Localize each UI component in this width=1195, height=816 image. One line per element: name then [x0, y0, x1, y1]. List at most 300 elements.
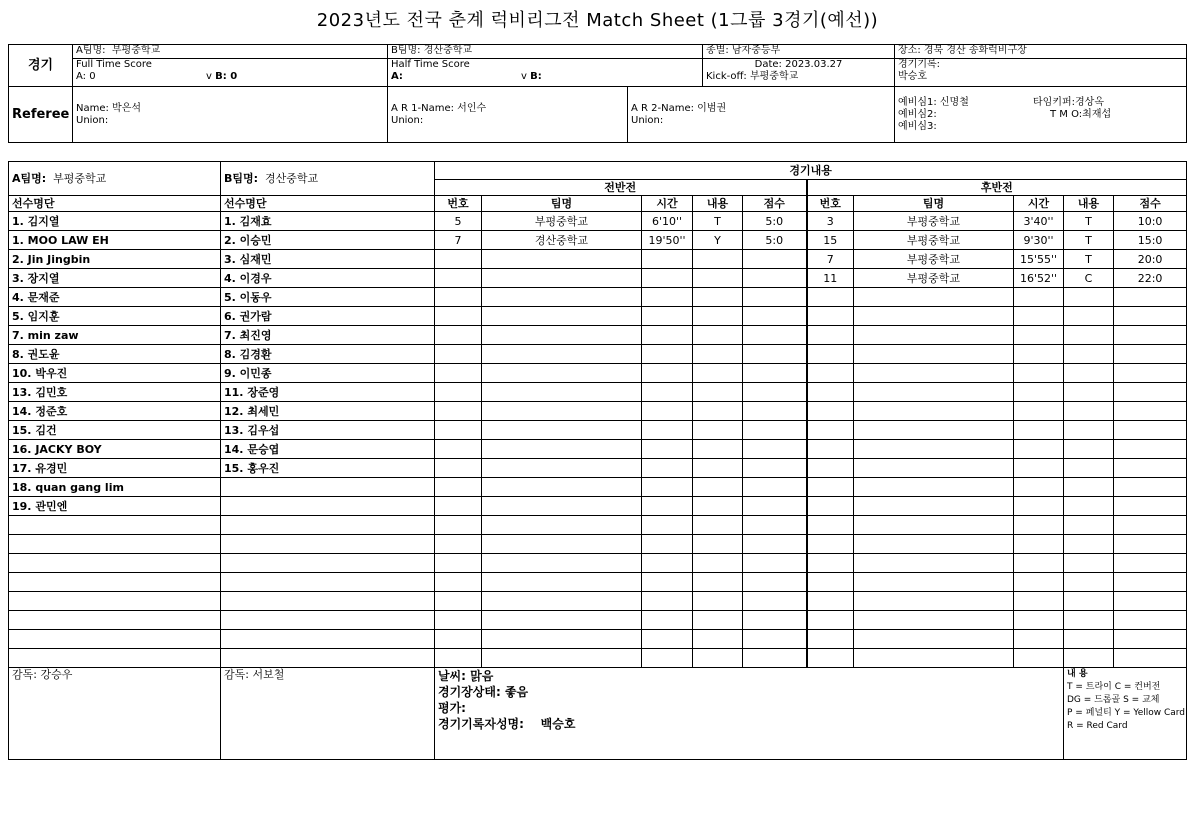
empty-cell: [1014, 326, 1064, 345]
empty-cell: [693, 269, 743, 288]
empty-cell: [435, 573, 482, 592]
empty-cell: [9, 573, 221, 592]
ar2-cell: A R 2-Name: 이범권 Union:: [628, 87, 895, 143]
empty-cell: [221, 630, 435, 649]
roster-a-team: A팀명: 부평중학교: [9, 162, 221, 196]
table-row: [9, 497, 1187, 516]
empty-cell: [1014, 611, 1064, 630]
empty-cell: [642, 535, 693, 554]
team-a-name-cell: A팀명: 부평중학교: [73, 45, 388, 59]
event-type: T: [1064, 231, 1114, 250]
empty-cell: [1014, 402, 1064, 421]
empty-cell: [854, 288, 1014, 307]
empty-cell: [743, 269, 807, 288]
empty-cell: [642, 269, 693, 288]
empty-cell: [854, 649, 1014, 668]
empty-cell: [1114, 383, 1187, 402]
empty-cell: [693, 554, 743, 573]
player-b: 11. 장준영: [221, 383, 435, 402]
table-row: [9, 269, 1187, 288]
empty-cell: [807, 573, 854, 592]
table-row: [9, 630, 1187, 649]
content-title: 경기내용: [435, 162, 1187, 180]
player-a: 19. 관민엔: [9, 497, 221, 516]
player-a: 8. 권도윤: [9, 345, 221, 364]
event-time: 19'50'': [642, 231, 693, 250]
empty-cell: [1064, 421, 1114, 440]
column-header: 시간: [1014, 196, 1064, 212]
table-row: [9, 288, 1187, 307]
half-score-b: B:: [530, 71, 542, 82]
event-team: 부평중학교: [854, 231, 1014, 250]
empty-cell: [221, 535, 435, 554]
player-b: 8. 김경환: [221, 345, 435, 364]
empty-cell: [854, 364, 1014, 383]
empty-cell: [482, 288, 642, 307]
empty-cell: [693, 478, 743, 497]
empty-cell: [693, 364, 743, 383]
empty-cell: [435, 554, 482, 573]
date-kickoff: [703, 59, 895, 87]
empty-cell: [1014, 649, 1064, 668]
empty-cell: [1014, 345, 1064, 364]
empty-cell: [482, 630, 642, 649]
empty-cell: [435, 250, 482, 269]
empty-cell: [1014, 497, 1064, 516]
empty-cell: [807, 649, 854, 668]
empty-cell: [693, 611, 743, 630]
empty-cell: [854, 516, 1014, 535]
empty-cell: [435, 326, 482, 345]
table-row: [9, 459, 1187, 478]
empty-cell: [807, 364, 854, 383]
table-row: [9, 231, 1187, 250]
table-row: [9, 345, 1187, 364]
empty-cell: [807, 421, 854, 440]
empty-cell: [1064, 326, 1114, 345]
column-header: 점수: [1114, 196, 1187, 212]
half-time-score: Half Time Score A: v B:: [388, 59, 703, 87]
ground-condition: 경기장상태: 좋음: [438, 685, 529, 699]
empty-cell: [1064, 554, 1114, 573]
empty-cell: [9, 630, 221, 649]
empty-cell: [642, 345, 693, 364]
event-time: 3'40'': [1014, 212, 1064, 231]
empty-cell: [482, 497, 642, 516]
empty-cell: [482, 307, 642, 326]
empty-cell: [743, 592, 807, 611]
empty-cell: [221, 478, 435, 497]
empty-cell: [1114, 573, 1187, 592]
empty-cell: [435, 307, 482, 326]
empty-cell: [1014, 364, 1064, 383]
sheet-title: 2023년도 전국 춘계 럭비리그전 Match Sheet (1그룹 3경기(예선)): [316, 10, 879, 31]
empty-cell: [1064, 516, 1114, 535]
event-time: 16'52'': [1014, 269, 1064, 288]
empty-cell: [854, 592, 1014, 611]
empty-cell: [1014, 421, 1064, 440]
empty-cell: [807, 592, 854, 611]
empty-cell: [1114, 497, 1187, 516]
empty-cell: [1064, 402, 1114, 421]
empty-cell: [743, 497, 807, 516]
empty-cell: [1014, 383, 1064, 402]
empty-cell: [807, 554, 854, 573]
player-b: 12. 최세민: [221, 402, 435, 421]
player-b: 3. 심재민: [221, 250, 435, 269]
venue: 장소: 경북 경산 송화럭비구장: [895, 45, 1187, 59]
column-header: 팀명: [482, 196, 642, 212]
empty-cell: [482, 250, 642, 269]
event-team: 부평중학교: [854, 212, 1014, 231]
empty-cell: [693, 516, 743, 535]
empty-cell: [743, 535, 807, 554]
column-header: 내용: [693, 196, 743, 212]
empty-cell: [854, 554, 1014, 573]
table-row: [9, 250, 1187, 269]
full-score-b: B: 0: [215, 71, 238, 82]
event-no: 11: [807, 269, 854, 288]
table-row: [9, 402, 1187, 421]
team-a-name: 부평중학교: [111, 45, 161, 56]
player-b: 1. 김재효: [221, 212, 435, 231]
empty-cell: [854, 459, 1014, 478]
empty-cell: [854, 611, 1014, 630]
empty-cell: [1064, 611, 1114, 630]
empty-cell: [1064, 288, 1114, 307]
event-no: 7: [807, 250, 854, 269]
empty-cell: [435, 516, 482, 535]
empty-cell: [1014, 288, 1064, 307]
empty-cell: [743, 421, 807, 440]
empty-cell: [482, 554, 642, 573]
column-header: 점수: [743, 196, 807, 212]
empty-cell: [854, 630, 1014, 649]
ar1-cell: A R 1-Name: 서인수 Union:: [388, 87, 628, 143]
roster-b-header: 선수명단: [221, 196, 435, 212]
empty-cell: [435, 345, 482, 364]
empty-cell: [642, 459, 693, 478]
table-row: [9, 554, 1187, 573]
empty-cell: [693, 592, 743, 611]
table-row: [9, 516, 1187, 535]
empty-cell: [693, 440, 743, 459]
empty-cell: [221, 573, 435, 592]
empty-cell: [1114, 611, 1187, 630]
empty-cell: [743, 440, 807, 459]
empty-cell: [435, 421, 482, 440]
empty-cell: [9, 611, 221, 630]
empty-cell: [807, 345, 854, 364]
empty-cell: [743, 364, 807, 383]
empty-cell: [642, 326, 693, 345]
empty-cell: [482, 421, 642, 440]
empty-cell: [642, 307, 693, 326]
empty-cell: [693, 421, 743, 440]
empty-cell: [221, 516, 435, 535]
empty-cell: [1114, 592, 1187, 611]
empty-cell: [1114, 478, 1187, 497]
empty-cell: [642, 364, 693, 383]
empty-cell: [435, 630, 482, 649]
table-row: [9, 592, 1187, 611]
category: 종별: 남자중등부: [703, 45, 895, 59]
empty-cell: [743, 345, 807, 364]
empty-cell: [1114, 535, 1187, 554]
empty-cell: [221, 497, 435, 516]
player-b: 5. 이동우: [221, 288, 435, 307]
empty-cell: [807, 326, 854, 345]
empty-cell: [642, 592, 693, 611]
empty-cell: [1114, 516, 1187, 535]
empty-cell: [482, 592, 642, 611]
empty-cell: [435, 288, 482, 307]
empty-cell: [1064, 573, 1114, 592]
empty-cell: [693, 630, 743, 649]
empty-cell: [642, 421, 693, 440]
team-b-name: 경산중학교: [423, 45, 473, 56]
event-score: 10:0: [1114, 212, 1187, 231]
player-a: 13. 김민호: [9, 383, 221, 402]
event-no: 5: [435, 212, 482, 231]
player-b: 14. 문승엽: [221, 440, 435, 459]
empty-cell: [1114, 421, 1187, 440]
empty-cell: [221, 592, 435, 611]
player-b: 4. 이경우: [221, 269, 435, 288]
empty-cell: [1114, 459, 1187, 478]
empty-cell: [435, 649, 482, 668]
event-no: 15: [807, 231, 854, 250]
table-row: [9, 535, 1187, 554]
empty-cell: [1064, 364, 1114, 383]
empty-cell: [693, 459, 743, 478]
empty-cell: [435, 592, 482, 611]
empty-cell: [1064, 459, 1114, 478]
empty-cell: [482, 573, 642, 592]
empty-cell: [743, 573, 807, 592]
empty-cell: [1064, 630, 1114, 649]
empty-cell: [482, 516, 642, 535]
table-row: [9, 611, 1187, 630]
empty-cell: [1064, 440, 1114, 459]
empty-cell: [693, 345, 743, 364]
empty-cell: [807, 383, 854, 402]
empty-cell: [642, 478, 693, 497]
empty-cell: [482, 269, 642, 288]
event-team: 부평중학교: [854, 250, 1014, 269]
legend-item: T = 트라이 C = 컨버전: [1067, 682, 1161, 692]
empty-cell: [435, 269, 482, 288]
event-time: 9'30'': [1014, 231, 1064, 250]
empty-cell: [743, 478, 807, 497]
referee-cell: Name: 박은석 Union:: [73, 87, 388, 143]
table-row: [9, 307, 1187, 326]
reserve-1: 예비심1: 신명철: [898, 96, 969, 108]
empty-cell: [743, 250, 807, 269]
empty-cell: [807, 516, 854, 535]
empty-cell: [1014, 573, 1064, 592]
empty-cell: [1114, 307, 1187, 326]
empty-cell: [743, 402, 807, 421]
empty-cell: [642, 611, 693, 630]
empty-cell: [1064, 592, 1114, 611]
event-score: 22:0: [1114, 269, 1187, 288]
empty-cell: [482, 611, 642, 630]
match-label: 경기: [9, 45, 73, 87]
empty-cell: [435, 440, 482, 459]
full-score-a: A: 0: [76, 71, 96, 82]
empty-cell: [807, 402, 854, 421]
empty-cell: [1064, 383, 1114, 402]
empty-cell: [854, 535, 1014, 554]
player-b: 9. 이민종: [221, 364, 435, 383]
table-row: [9, 383, 1187, 402]
player-a: 2. Jin Jingbin: [9, 250, 221, 269]
empty-cell: [743, 383, 807, 402]
empty-cell: [1114, 288, 1187, 307]
ar2-name: A R 2-Name: 이범권: [631, 102, 727, 114]
match-content-table: [8, 161, 1187, 760]
evaluation: 평가:: [438, 701, 466, 715]
player-a: 5. 임지훈: [9, 307, 221, 326]
empty-cell: [807, 497, 854, 516]
table-row: [9, 478, 1187, 497]
empty-cell: [743, 554, 807, 573]
empty-cell: [1014, 516, 1064, 535]
table-row: [9, 649, 1187, 668]
record-cell: 경기기록: 박승호: [895, 59, 1187, 87]
empty-cell: [854, 307, 1014, 326]
empty-cell: [807, 440, 854, 459]
table-row: [9, 364, 1187, 383]
empty-cell: [435, 383, 482, 402]
roster-a-header: 선수명단: [9, 196, 221, 212]
match-notes: 날씨: 맑음 경기장상태: 좋음 평가: 경기기록자성명: 백승호: [435, 668, 1064, 760]
empty-cell: [854, 573, 1014, 592]
team-b-name-cell: B팀명: 경산중학교: [388, 45, 703, 59]
empty-cell: [693, 535, 743, 554]
empty-cell: [642, 497, 693, 516]
empty-cell: [1014, 535, 1064, 554]
empty-cell: [693, 649, 743, 668]
empty-cell: [807, 459, 854, 478]
reserve-cell: [895, 87, 1187, 143]
empty-cell: [854, 326, 1014, 345]
empty-cell: [9, 516, 221, 535]
empty-cell: [1114, 649, 1187, 668]
empty-cell: [482, 402, 642, 421]
column-header: 내용: [1064, 196, 1114, 212]
empty-cell: [743, 307, 807, 326]
empty-cell: [854, 345, 1014, 364]
empty-cell: [1014, 459, 1064, 478]
player-a: 4. 문재준: [9, 288, 221, 307]
tmo: T M O:최재섭: [1050, 108, 1112, 120]
column-header: 번호: [435, 196, 482, 212]
empty-cell: [807, 307, 854, 326]
weather: 날씨: 맑음: [438, 669, 494, 683]
event-type: Y: [693, 231, 743, 250]
empty-cell: [693, 307, 743, 326]
legend-item: P = 페널티 Y = Yellow Card: [1067, 708, 1186, 718]
empty-cell: [1014, 478, 1064, 497]
event-score: 5:0: [743, 231, 807, 250]
empty-cell: [1014, 440, 1064, 459]
empty-cell: [1114, 326, 1187, 345]
empty-cell: [1114, 440, 1187, 459]
player-a: 10. 박우진: [9, 364, 221, 383]
empty-cell: [807, 478, 854, 497]
empty-cell: [482, 364, 642, 383]
empty-cell: [221, 611, 435, 630]
empty-cell: [221, 649, 435, 668]
empty-cell: [854, 478, 1014, 497]
empty-cell: [1064, 478, 1114, 497]
column-header: 시간: [642, 196, 693, 212]
event-team: 경산중학교: [482, 231, 642, 250]
empty-cell: [9, 554, 221, 573]
empty-cell: [482, 326, 642, 345]
table-row: [9, 212, 1187, 231]
reserve-2: 예비심2:: [898, 108, 937, 120]
empty-cell: [642, 630, 693, 649]
match-date: Date: 2023.03.27: [754, 59, 843, 70]
empty-cell: [693, 250, 743, 269]
player-a: 14. 정준호: [9, 402, 221, 421]
empty-cell: [435, 478, 482, 497]
empty-cell: [9, 535, 221, 554]
empty-cell: [642, 440, 693, 459]
player-a: 1. 김지열: [9, 212, 221, 231]
legend-title: 내 용: [1067, 669, 1088, 679]
event-no: 3: [807, 212, 854, 231]
empty-cell: [693, 402, 743, 421]
coach-b: 감독: 서보철: [221, 668, 435, 760]
empty-cell: [482, 459, 642, 478]
table-row: [9, 421, 1187, 440]
empty-cell: [482, 535, 642, 554]
empty-cell: [743, 630, 807, 649]
player-b: 7. 최진영: [221, 326, 435, 345]
event-team: 부평중학교: [854, 269, 1014, 288]
empty-cell: [642, 402, 693, 421]
empty-cell: [642, 516, 693, 535]
legend-box: [1064, 668, 1187, 760]
player-b: 2. 이승민: [221, 231, 435, 250]
empty-cell: [435, 535, 482, 554]
empty-cell: [1114, 345, 1187, 364]
event-score: 15:0: [1114, 231, 1187, 250]
table-row: [9, 440, 1187, 459]
player-a: 17. 유경민: [9, 459, 221, 478]
empty-cell: [9, 592, 221, 611]
empty-cell: [1114, 630, 1187, 649]
empty-cell: [807, 630, 854, 649]
player-a: 7. min zaw: [9, 326, 221, 345]
record-writer: 백승호: [540, 717, 576, 731]
empty-cell: [693, 326, 743, 345]
empty-cell: [693, 288, 743, 307]
empty-cell: [693, 497, 743, 516]
empty-cell: [807, 288, 854, 307]
empty-cell: [642, 554, 693, 573]
table-row: [9, 326, 1187, 345]
empty-cell: [642, 573, 693, 592]
referee-label: Referee: [9, 87, 73, 143]
empty-cell: [743, 516, 807, 535]
empty-cell: [743, 649, 807, 668]
player-b: 15. 홍우진: [221, 459, 435, 478]
